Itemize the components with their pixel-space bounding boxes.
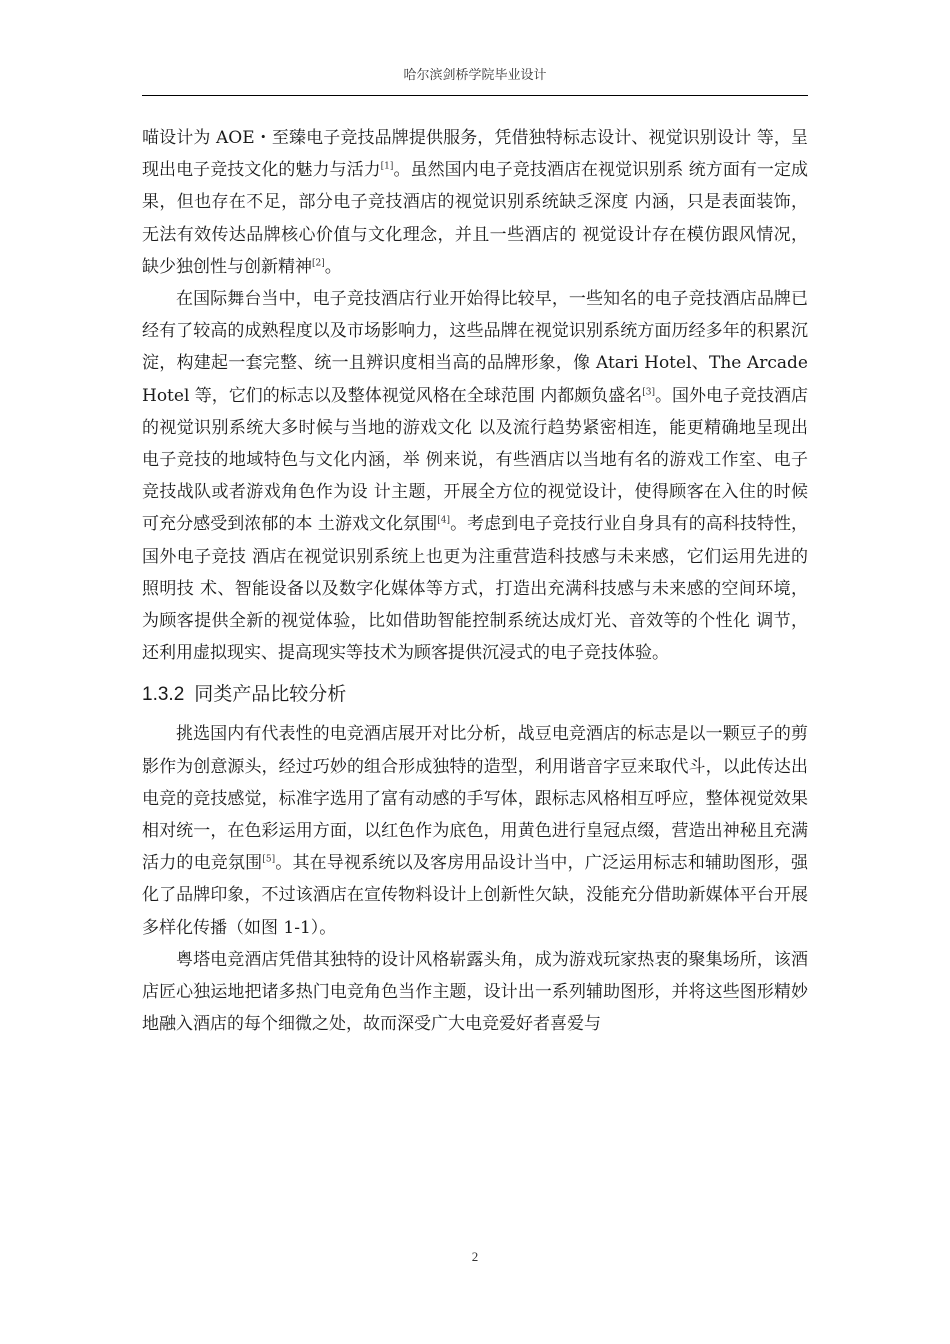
- paragraph-text: 。其在导视系统以及客房用品设计当中，广泛运用标志和辅助图形，强化了品牌印象，不过该酒店在宣传物料设计上创新性欠缺，没能充分借助新媒体平台开展多样化传播（如图 1-1）。: [142, 853, 809, 938]
- paragraph-text: 挑选国内有代表性的电竞酒店展开对比分析，战豆电竞酒店的标志是以一颗豆子的剪影作为创意源头，经过巧妙的组合形成独特的造型，利用谐音字豆来取代斗，以此传达出电竞的竞技感觉，标准字选用了富有动感的手写体，跟标志风格相互呼应，整体视觉效果相对统一，在色彩运用方面，以红色作为底色，用黄色进行皇冠点缀，营造出神秘且充满活力的电竞氛围: [142, 724, 808, 874]
- section-number: 1.3.2: [142, 684, 185, 706]
- page-number: 2: [471, 1249, 479, 1264]
- paragraph-text: 。: [324, 256, 342, 277]
- running-header: 哈尔滨剑桥学院毕业设计: [142, 64, 808, 96]
- citation-marker: [2]: [312, 258, 325, 269]
- paragraph-2: [142, 283, 808, 669]
- section-heading: [142, 679, 808, 710]
- citation-marker: [3]: [642, 386, 655, 397]
- section-title: 同类产品比较分析: [194, 683, 347, 706]
- paragraph-text: 在国际舞台当中，电子竞技酒店行业开始得比较早，一些知名的电子竞技酒店品牌已经有了较高的成熟程度以及市场影响力，这些品牌在视觉识别系统方面历经多年的积累沉淀，构建起一套完整、统一且辨识度相当高的品牌形象，像 Atari Hotel、The Arcade Hotel 等，它们的标志以及整体视觉风格在全球范围 内都颇负盛名: [142, 289, 808, 406]
- paragraph-text: 。虽然国内电子竞技酒店在视觉识别系 统方面有一定成果，但也存在不足，部分电子竞技酒店的视觉识别系统缺乏深度 内涵，只是表面装饰，无法有效传达品牌核心价值与文化理念，并且一些酒店的 视觉设计存在模仿跟风情况，缺少独创性与创新精神: [142, 160, 809, 277]
- paragraph-4: [142, 944, 808, 1041]
- paragraph-text: 粤塔电竞酒店凭借其独特的设计风格崭露头角，成为游戏玩家热衷的聚集场所，该酒店匠心独运地把诸多热门电竞角色当作主题，设计出一系列辅助图形，并将这些图形精妙地融入酒店的每个细微之处，故而深受广大电竞爱好者喜爱与: [142, 949, 808, 1035]
- citation-marker: [4]: [437, 515, 451, 526]
- citation-marker: [1]: [380, 161, 394, 172]
- body-text: [142, 122, 808, 1040]
- citation-marker: [5]: [262, 854, 276, 865]
- paragraph-1: [142, 122, 808, 283]
- paragraph-text: 。国外电子竞技酒店的视觉识别系统大多时候与当地的游戏文化 以及流行趋势紧密相连，能更精确地呈现出电子竞技的地域特色与文化内涵，举 例来说，有些酒店以当地有名的游戏工作室、电子竞技战队或者游戏角色作为设 计主题，开展全方位的视觉设计，使得顾客在入住的时候可充分感受到浓郁的本 土游戏文化氛围: [142, 385, 808, 535]
- paragraph-3: [142, 718, 808, 943]
- paragraph-text: 。考虑到电子竞技行业自身具有的高科技特性，国外电子竞技 酒店在视觉识别系统上也更为注重营造科技感与未来感，它们运用先进的照明技 术、智能设备以及数字化媒体等方式，打造出充满科技感与未来感的空间环境， 为顾客提供全新的视觉体验，比如借助智能控制系统达成灯光、音效等的个性化 调节，还利用虚拟现实、提高现实等技术为顾客提供沉浸式的电子竞技体验。: [142, 514, 809, 664]
- paragraph-text: 喵设计为 AOE・至臻电子竞技品牌提供服务，凭借独特标志设计、视觉识别设计 等，呈现出电子竞技文化的魅力与活力: [142, 128, 808, 181]
